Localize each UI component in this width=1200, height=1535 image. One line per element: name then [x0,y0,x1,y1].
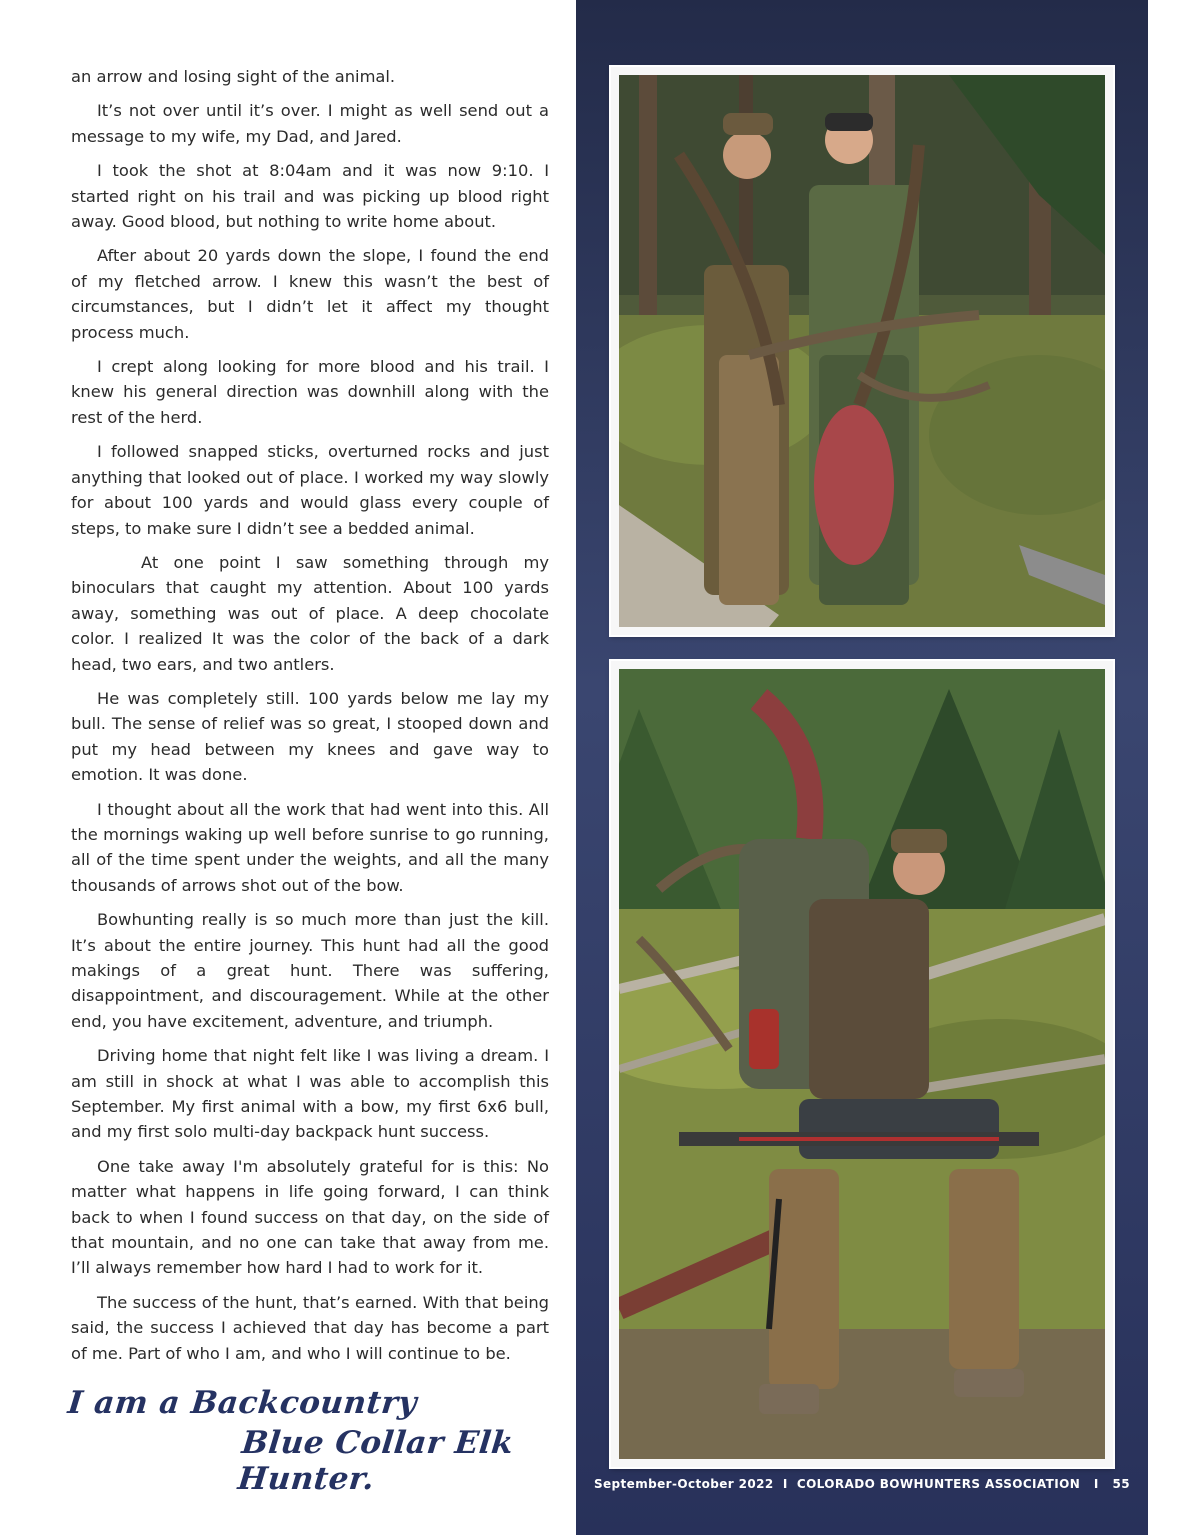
signature-line-2: Blue Collar Elk Hunter. [236,1425,516,1497]
article-paragraph: Driving home that night felt like I was living a dream. I am still in shock at what I was able to accomplish this September. My first animal with a bow, my first 6x6 bull, and my first solo multi-day backpack hunt success. [71,1046,549,1142]
footer-issue-date: September-October 2022 [593,1477,774,1491]
article-paragraph: I took the shot at 8:04am and it was now 9:10. I started right on his trail and was picking up blood right away. Good blood, but nothing to write home about. [71,161,549,232]
article-paragraph: I followed snapped sticks, overturned rocks and just anything that looked out of place. I worked my way slowly for about 100 yards and would glass every couple of steps, to make sure I didn’t see a bedded animal. [71,442,549,538]
photo-two-hunters-illustration [619,75,1105,627]
article-paragraph: It’s not over until it’s over. I might as well send out a message to my wife, my Dad, and Jared. [71,101,549,146]
article-paragraph: He was completely still. 100 yards below me lay my bull. The sense of relief was so great, I stooped down and put my head between my knees and gave way to emotion. It was done. [71,688,549,785]
article-paragraph: Bowhunting really is so much more than just the kill. It’s about the entire journey. This hunt had all the good makings of a great hunt. There was suffering, disappointment, and discouragement. While at the other end, you have excitement, adventure, and triumph. [71,910,549,1031]
footer-publication-name: COLORADO BOWHUNTERS ASSOCIATION [796,1477,1081,1491]
photo-panel [576,0,1148,1535]
photo-hunter-pack-illustration [619,669,1105,1459]
article-paragraph: At one point I saw something through my binoculars that caught my attention. About 100 yards away, something was out of place. A deep chocolate color. I realized It was the color of the back of a dark head, two ears, and two antlers. [71,552,549,674]
article-paragraph: an arrow and losing sight of the animal. [71,67,396,86]
footer-separator: I [782,1477,788,1491]
article-paragraph: One take away I'm absolutely grateful for is this: No matter what happens in life going forward, I can think back to when I found success on that day, on the side of that mountain, and no one can take that away from me. I’ll always remember how hard I had to work for it. [71,1156,549,1278]
article-text-column [71,64,549,1375]
article-paragraph: I crept along looking for more blood and his trail. I knew his general direction was downhill along with the rest of the herd. [71,357,549,427]
photo-two-hunters-with-antlers [611,67,1113,635]
footer-page-number: 55 [1112,1477,1131,1491]
article-paragraph: The success of the hunt, that’s earned. With that being said, the success I achieved that day has become a part of me. Part of who I am, and who I will continue to be. [71,1292,549,1363]
footer-separator: I [1093,1477,1099,1491]
article-paragraph: I thought about all the work that had went into this. All the mornings waking up well before sunrise to go running, all of the time spent under the weights, and all the many thousands of arrows shot out of the bow. [71,799,549,895]
signature-line-1: I am a Backcountry [66,1385,419,1421]
photo-hunter-with-pack [611,661,1113,1467]
article-paragraph: After about 20 yards down the slope, I found the end of my fletched arrow. I knew this wasn’t the best of circumstances, but I didn’t let it affect my thought process much. [71,246,549,342]
page-footer [576,1477,1148,1491]
signature-tagline [66,1385,558,1497]
